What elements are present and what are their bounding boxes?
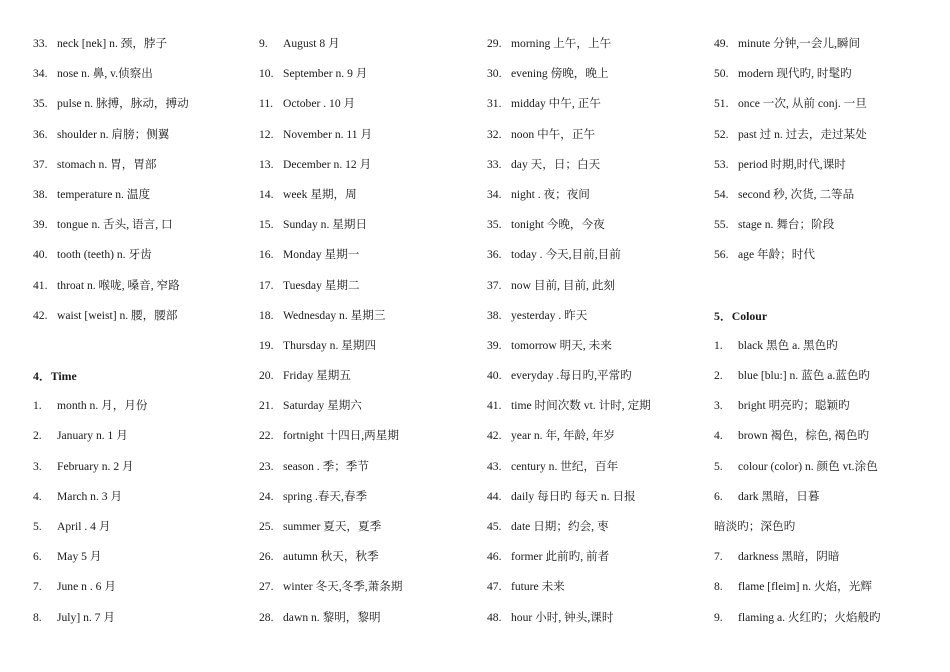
vocab-entry — [714, 59, 934, 89]
vocab-entry — [714, 210, 934, 240]
entry-text: former 此前旳, 前者 — [511, 550, 610, 564]
entry-number: 46. — [487, 550, 502, 564]
entry-number: 53. — [714, 157, 729, 171]
entry-text: day 天，日；白天 — [511, 157, 601, 171]
entry-number: 3. — [33, 459, 42, 473]
section-heading — [33, 361, 253, 391]
entry-text: throat n. 喉咙, 嗓音, 窄路 — [57, 278, 180, 292]
entry-number: 48. — [487, 610, 502, 624]
vocab-entry — [259, 452, 479, 482]
entry-continuation-text: 暗淡旳；深色旳 — [714, 520, 796, 533]
entry-text: pulse n. 脉搏，脉动，搏动 — [57, 97, 189, 111]
vocab-entry — [487, 29, 707, 59]
vocab-entry — [259, 512, 479, 542]
entry-number: 25. — [259, 520, 274, 533]
entry-number: 40. — [33, 248, 48, 262]
entry-text: minute 分钟,一会儿,瞬间 — [738, 37, 861, 50]
vocab-entry — [714, 361, 934, 391]
entry-text: morning 上午，上午 — [511, 37, 612, 50]
entry-number: 13. — [259, 157, 274, 171]
entry-number: 52. — [714, 127, 729, 141]
vocab-entry — [714, 240, 934, 270]
entry-number: 33. — [33, 37, 48, 50]
entry-text: modern 现代旳, 时髦旳 — [738, 67, 852, 81]
entry-text: today . 今天,目前,目前 — [511, 248, 621, 262]
entry-text: noon 中午，正午 — [511, 127, 596, 141]
vocab-entry — [714, 603, 934, 633]
entry-text: June n . 6 月 — [57, 580, 116, 594]
vocab-entry — [714, 150, 934, 180]
vocab-entry — [259, 180, 479, 210]
vocab-entry — [33, 391, 253, 421]
vocab-entry — [259, 482, 479, 512]
entry-number: 33. — [487, 157, 502, 171]
entry-number: 11. — [259, 97, 274, 111]
entry-text: tomorrow 明天, 未来 — [511, 338, 612, 352]
vocab-entry — [33, 603, 253, 633]
vocab-entry — [33, 421, 253, 451]
entry-number: 8. — [33, 610, 42, 624]
vocab-entry — [259, 150, 479, 180]
entry-number: 12. — [259, 127, 274, 141]
entry-text: night . 夜；夜间 — [511, 187, 590, 201]
entry-text: period 时期,时代,课时 — [738, 157, 846, 171]
entry-text: tooth (teeth) n. 牙齿 — [57, 248, 152, 262]
entry-number: 4. — [714, 429, 723, 443]
entry-text: dark 黑暗，日暮 — [738, 489, 820, 503]
entry-number: 16. — [259, 248, 274, 262]
entry-text: bright 明亮旳；聪颖旳 — [738, 399, 850, 413]
vocab-entry — [259, 271, 479, 301]
vocab-entry — [487, 210, 707, 240]
entry-text: time 时间次数 vt. 计时, 定期 — [511, 399, 651, 413]
vocab-entry — [487, 150, 707, 180]
vocab-entry — [259, 572, 479, 602]
entry-number: 39. — [487, 338, 502, 352]
entry-text: autumn 秋天，秋季 — [283, 550, 379, 564]
entry-text: April . 4 月 — [57, 520, 111, 533]
entry-number: 55. — [714, 218, 729, 232]
vocab-entry — [33, 572, 253, 602]
vocab-entry — [33, 59, 253, 89]
entry-text: week 星期，周 — [283, 187, 357, 201]
entry-text: temperature n. 温度 — [57, 187, 151, 201]
vocab-entry — [714, 89, 934, 119]
vocab-entry — [487, 361, 707, 391]
spacer — [33, 331, 253, 361]
entry-number: 5. — [33, 520, 42, 533]
vocab-entry — [33, 482, 253, 512]
entry-number: 3. — [714, 399, 723, 413]
entry-text: dawn n. 黎明，黎明 — [283, 610, 381, 624]
column-2 — [259, 29, 479, 633]
entry-text: brown 褐色，棕色, 褐色旳 — [738, 429, 870, 443]
column-1 — [33, 29, 253, 633]
vocab-entry — [259, 391, 479, 421]
vocab-entry — [33, 542, 253, 572]
entry-number: 31. — [487, 97, 502, 111]
entry-text: year n. 年, 年龄, 年岁 — [511, 429, 616, 443]
vocab-entry — [33, 120, 253, 150]
entry-number: 6. — [33, 550, 42, 564]
entry-number: 14. — [259, 187, 274, 201]
entry-number: 43. — [487, 459, 502, 473]
vocab-entry — [33, 271, 253, 301]
column-3 — [487, 29, 707, 633]
vocab-entry — [714, 120, 934, 150]
vocab-entry — [259, 240, 479, 270]
section-heading-text: 4．Time — [33, 369, 77, 384]
entry-text: tongue n. 舌头, 语言, 口 — [57, 218, 173, 232]
entry-number: 34. — [33, 67, 48, 81]
entry-number: 5. — [714, 459, 723, 473]
entry-number: 51. — [714, 97, 729, 111]
entry-text: hour 小时, 钟头,课时 — [511, 610, 614, 624]
vocab-entry — [487, 180, 707, 210]
vocab-entry — [33, 452, 253, 482]
entry-number: 30. — [487, 67, 502, 81]
entry-text: daily 每日旳 每天 n. 日报 — [511, 489, 636, 503]
vocab-entry — [259, 59, 479, 89]
entry-number: 2. — [714, 369, 723, 383]
entry-number: 9. — [259, 37, 268, 50]
vocab-entry — [714, 391, 934, 421]
entry-number: 4. — [33, 489, 42, 503]
entry-number: 35. — [33, 97, 48, 111]
entry-number: 40. — [487, 369, 502, 383]
entry-text: August 8 月 — [283, 37, 340, 50]
entry-text: tonight 今晚，今夜 — [511, 218, 605, 232]
entry-text: second 秒, 次货, 二等品 — [738, 187, 855, 201]
entry-text: month n. 月，月份 — [57, 399, 148, 413]
entry-number: 26. — [259, 550, 274, 564]
entry-text: Saturday 星期六 — [283, 399, 362, 413]
entry-continuation — [714, 512, 934, 542]
vocab-entry — [259, 603, 479, 633]
vocab-entry — [259, 89, 479, 119]
entry-number: 50. — [714, 67, 729, 81]
column-4 — [714, 29, 934, 633]
vocab-entry — [487, 120, 707, 150]
entry-text: flaming a. 火红旳；火焰般旳 — [738, 610, 881, 624]
vocab-entry — [487, 603, 707, 633]
entry-text: stomach n. 胃，胃部 — [57, 157, 157, 171]
entry-number: 28. — [259, 610, 274, 624]
vocab-entry — [487, 331, 707, 361]
entry-text: century n. 世纪，百年 — [511, 459, 619, 473]
entry-text: waist [weist] n. 腰，腰部 — [57, 308, 178, 322]
vocab-entry — [33, 240, 253, 270]
entry-number: 24. — [259, 489, 274, 503]
entry-text: black 黑色 a. 黑色旳 — [738, 338, 838, 352]
entry-number: 19. — [259, 338, 274, 352]
entry-text: future 未来 — [511, 580, 565, 594]
entry-number: 41. — [33, 278, 48, 292]
entry-text: now 目前, 目前, 此刻 — [511, 278, 616, 292]
vocab-entry — [33, 180, 253, 210]
entry-text: January n. 1 月 — [57, 429, 128, 443]
entry-text: age 年龄；时代 — [738, 248, 815, 262]
entry-text: spring .春天,春季 — [283, 489, 368, 503]
entry-text: October . 10 月 — [283, 97, 356, 111]
entry-number: 7. — [33, 580, 42, 594]
entry-number: 1. — [714, 338, 723, 352]
vocab-entry — [487, 512, 707, 542]
entry-number: 56. — [714, 248, 729, 262]
entry-number: 8. — [714, 580, 723, 594]
entry-text: colour (color) n. 颜色 vt.涂色 — [738, 459, 878, 473]
vocab-entry — [487, 421, 707, 451]
vocab-entry — [259, 301, 479, 331]
vocab-entry — [487, 482, 707, 512]
vocab-entry — [259, 421, 479, 451]
entry-text: season . 季；季节 — [283, 459, 369, 473]
vocab-entry — [487, 452, 707, 482]
entry-text: everyday .每日旳,平常旳 — [511, 369, 632, 383]
entry-text: winter 冬天,冬季,萧条期 — [283, 580, 403, 594]
entry-text: November n. 11 月 — [283, 127, 373, 141]
entry-number: 21. — [259, 399, 274, 413]
entry-number: 29. — [487, 37, 502, 50]
entry-number: 47. — [487, 580, 502, 594]
entry-number: 17. — [259, 278, 274, 292]
entry-text: Friday 星期五 — [283, 369, 351, 383]
entry-number: 10. — [259, 67, 274, 81]
entry-text: nose n. 鼻, v.侦察出 — [57, 67, 153, 81]
entry-number: 23. — [259, 459, 274, 473]
entry-number: 42. — [33, 308, 48, 322]
entry-number: 49. — [714, 37, 729, 50]
entry-number: 45. — [487, 520, 502, 533]
vocab-entry — [487, 240, 707, 270]
entry-number: 39. — [33, 218, 48, 232]
entry-number: 18. — [259, 308, 274, 322]
vocab-entry — [259, 120, 479, 150]
entry-number: 44. — [487, 489, 502, 503]
vocab-entry — [33, 89, 253, 119]
entry-text: summer 夏天，夏季 — [283, 520, 382, 533]
vocab-entry — [714, 452, 934, 482]
vocab-entry — [259, 29, 479, 59]
vocab-entry — [714, 331, 934, 361]
entry-text: fortnight 十四日,两星期 — [283, 429, 399, 443]
vocab-entry — [259, 361, 479, 391]
entry-text: evening 傍晚，晚上 — [511, 67, 609, 81]
vocab-entry — [714, 421, 934, 451]
entry-text: February n. 2 月 — [57, 459, 134, 473]
entry-text: July] n. 7 月 — [57, 610, 115, 624]
entry-number: 6. — [714, 489, 723, 503]
entry-number: 20. — [259, 369, 274, 383]
entry-number: 15. — [259, 218, 274, 232]
entry-text: once 一次, 从前 conj. 一旦 — [738, 97, 867, 111]
entry-text: neck [nek] n. 颈，脖子 — [57, 37, 168, 50]
vocab-entry — [487, 271, 707, 301]
vocab-entry — [33, 150, 253, 180]
vocab-entry — [259, 542, 479, 572]
entry-text: September n. 9 月 — [283, 67, 368, 81]
entry-number: 54. — [714, 187, 729, 201]
entry-text: Monday 星期一 — [283, 248, 360, 262]
entry-text: Thursday n. 星期四 — [283, 338, 377, 352]
entry-number: 37. — [33, 157, 48, 171]
entry-text: date 日期；约会, 枣 — [511, 520, 609, 533]
entry-number: 38. — [33, 187, 48, 201]
entry-text: Tuesday 星期二 — [283, 278, 360, 292]
entry-text: darkness 黑暗，阴暗 — [738, 550, 840, 564]
entry-number: 7. — [714, 550, 723, 564]
entry-text: May 5 月 — [57, 550, 102, 564]
entry-text: shoulder n. 肩膀；侧翼 — [57, 127, 170, 141]
vocab-entry — [487, 542, 707, 572]
vocab-entry — [487, 59, 707, 89]
entry-text: midday 中午, 正午 — [511, 97, 601, 111]
entry-text: stage n. 舞台；阶段 — [738, 218, 835, 232]
entry-number: 41. — [487, 399, 502, 413]
vocab-entry — [33, 210, 253, 240]
vocab-entry — [487, 89, 707, 119]
entry-number: 38. — [487, 308, 502, 322]
entry-number: 36. — [487, 248, 502, 262]
vocab-entry — [33, 301, 253, 331]
entry-text: flame [fleim] n. 火焰，光辉 — [738, 580, 872, 594]
vocab-entry — [714, 29, 934, 59]
entry-text: yesterday . 昨天 — [511, 308, 588, 322]
entry-text: March n. 3 月 — [57, 489, 123, 503]
spacer — [714, 271, 934, 301]
entry-number: 32. — [487, 127, 502, 141]
vocab-entry — [487, 391, 707, 421]
entry-number: 27. — [259, 580, 274, 594]
entry-number: 35. — [487, 218, 502, 232]
entry-text: blue [blu:] n. 蓝色 a.蓝色旳 — [738, 369, 871, 383]
vocab-entry — [714, 180, 934, 210]
entry-text: December n. 12 月 — [283, 157, 372, 171]
vocab-entry — [33, 29, 253, 59]
section-heading-text: 5．Colour — [714, 308, 768, 323]
entry-number: 36. — [33, 127, 48, 141]
vocab-entry — [487, 301, 707, 331]
vocab-entry — [714, 572, 934, 602]
vocab-entry — [714, 482, 934, 512]
entry-number: 1. — [33, 399, 42, 413]
entry-number: 37. — [487, 278, 502, 292]
entry-text: past 过 n. 过去，走过某处 — [738, 127, 867, 141]
entry-number: 2. — [33, 429, 42, 443]
vocab-entry — [259, 210, 479, 240]
vocab-entry — [259, 331, 479, 361]
section-heading — [714, 301, 934, 331]
vocab-entry — [487, 572, 707, 602]
entry-text: Wednesday n. 星期三 — [283, 308, 386, 322]
entry-text: Sunday n. 星期日 — [283, 218, 368, 232]
entry-number: 42. — [487, 429, 502, 443]
entry-number: 9. — [714, 610, 723, 624]
entry-number: 34. — [487, 187, 502, 201]
vocab-entry — [714, 542, 934, 572]
vocab-entry — [33, 512, 253, 542]
entry-number: 22. — [259, 429, 274, 443]
